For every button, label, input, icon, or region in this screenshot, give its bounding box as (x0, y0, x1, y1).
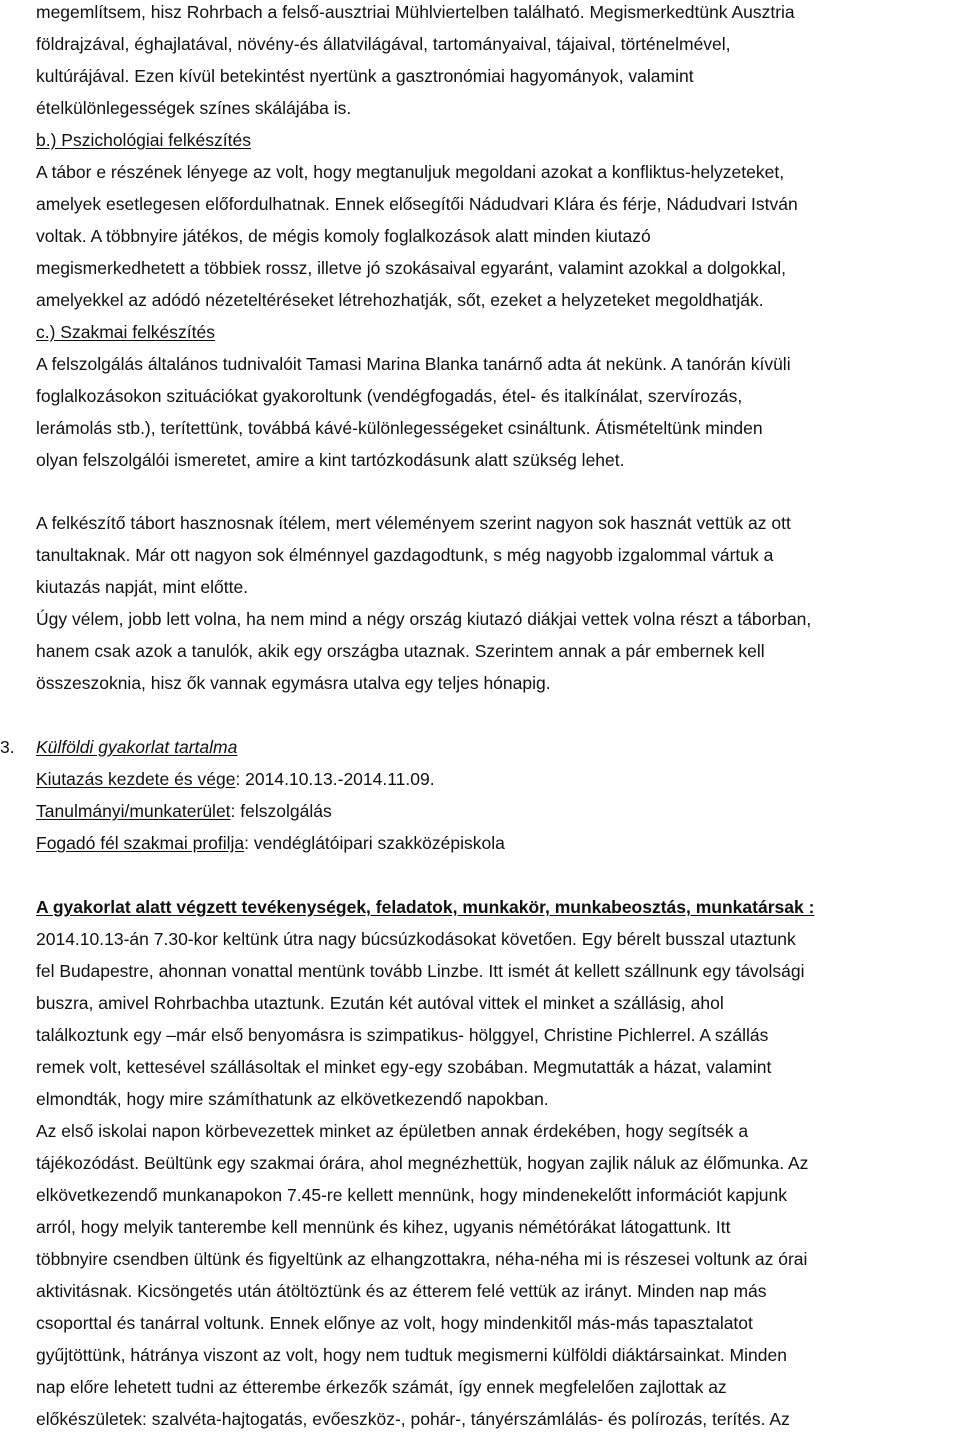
section-title: Külföldi gyakorlat tartalma (36, 737, 238, 757)
field-separator: : (230, 801, 236, 821)
field-value: felszolgálás (235, 801, 332, 821)
paragraph-line: voltak. A többnyire játékos, de mégis komoly foglalkozások alatt minden kiutazó (36, 226, 651, 246)
paragraph-line: összeszoknia, hisz ők vannak egymásra utalva egy teljes hónapig. (36, 673, 551, 693)
paragraph-line: többnyire csendben ültünk és figyeltünk az elhangzottakra, néha-néha mi is részesei voltunk az órai (36, 1249, 808, 1269)
paragraph-line: gyűjtöttünk, hátránya viszont az volt, hogy nem tudtuk megismerni külföldi diáktársainkat. Minden (36, 1345, 787, 1365)
paragraph-line: Az első iskolai napon körbevezettek minket az épületben annak érdekében, hogy segítsék a (36, 1121, 749, 1141)
section-number: 3. (0, 737, 15, 757)
intro-line: földrajzával, éghajlatával, növény-és állatvilágával, tartományaival, tájaival, történelmével, (36, 34, 731, 54)
paragraph-line: elkövetkezendő munkanapokon 7.45-re kellett mennünk, hogy mindenekelőtt információt kapjunk (36, 1185, 788, 1205)
paragraph-line: A felszolgálás általános tudnivalóit Tamasi Marina Blanka tanárnő adta át nekünk. A tanórán kívüli (36, 354, 791, 374)
field-row (36, 763, 435, 795)
paragraph-line: fel Budapestre, ahonnan vonattal mentünk tovább Linzbe. Itt ismét át kellett szállnunk egy távolsági (36, 961, 805, 981)
paragraph-line: A felkészítő tábort hasznosnak ítélem, mert véleményem szerint nagyon sok hasznát vettük az ott (36, 513, 791, 533)
field-label: Tanulmányi/munkaterület (36, 801, 231, 821)
paragraph-line: aktivitásnak. Kicsöngetés után átöltöztünk és az étterem felé vettük az irányt. Minden nap más (36, 1281, 767, 1301)
paragraph-line: tájékozódást. Beültünk egy szakmai órára, ahol megnézhettük, hogyan zajlik náluk az élőmunka. Az (36, 1153, 809, 1173)
paragraph-line: találkoztunk egy –már első benyomásra is szimpatikus- hölggyel, Christine Pichlerrel. A szállás (36, 1025, 769, 1045)
field-label: Kiutazás kezdete és vége (36, 769, 236, 789)
paragraph-line: tanultaknak. Már ott nagyon sok élménnyel gazdagodtunk, s még nagyobb izgalommal vártuk a (36, 545, 774, 565)
field-row (36, 795, 332, 827)
paragraph-line: hanem csak azok a tanulók, akik egy országba utaznak. Szerintem annak a pár embernek kell (36, 641, 765, 661)
paragraph-line: amelyek esetlegesen előfordulhatnak. Ennek elősegítői Nádudvari Klára és férje, Nádudvari István (36, 194, 798, 214)
paragraph-line: foglalkozásokon szituációkat gyakoroltunk (vendégfogadás, étel- és italkínálat, szervírozás, (36, 386, 743, 406)
field-row (36, 827, 505, 859)
intro-line: kultúrájával. Ezen kívül betekintést nyertünk a gasztronómiai hagyományok, valamint (36, 66, 694, 86)
section-3-heading (0, 731, 238, 763)
paragraph-line: buszra, amivel Rohrbachba utaztunk. Ezután két autóval vittek el minket a szállásig, ahol (36, 993, 724, 1013)
paragraph-line: A tábor e részének lényege az volt, hogy megtanuljuk megoldani azokat a konfliktus-helyzeteket, (36, 162, 785, 182)
paragraph-line: megismerkedhetett a többiek rossz, illetve jó szokásaival egyaránt, valamint azokkal a dolgokkal, (36, 258, 786, 278)
section-c-heading: c.) Szakmai felkészítés (36, 322, 215, 342)
paragraph-line: remek volt, kettesével szállásoltak el minket egy-egy szobában. Megmutatták a házat, valamint (36, 1057, 772, 1077)
field-label: Fogadó fél szakmai profilja (36, 833, 245, 853)
paragraph-line: kiutazás napját, mint előtte. (36, 577, 249, 597)
field-separator: : (235, 769, 241, 789)
field-separator: : (244, 833, 250, 853)
paragraph-line: arról, hogy melyik tanterembe kell mennünk és kihez, ugyanis némétórákat látogattunk. Itt (36, 1217, 731, 1237)
paragraph-line: nap előre lehetett tudni az étterembe érkezők számát, így ennek megfelelően zajlottak az (36, 1377, 727, 1397)
paragraph-line: előkészületek: szalvéta-hajtogatás, evőeszköz-, pohár-, tányérszámlálás- és polírozás, terítés. Az (36, 1409, 790, 1429)
activities-heading: A gyakorlat alatt végzett tevékenységek, feladatok, munkakör, munkabeosztás, munkatársak : (36, 897, 815, 917)
paragraph-line: Úgy vélem, jobb lett volna, ha nem mind a négy ország kiutazó diákjai vettek volna részt a táborban, (36, 609, 812, 629)
paragraph-line: olyan felszolgálói ismeretet, amire a kint tartózkodásunk alatt szükség lehet. (36, 450, 625, 470)
section-b-heading: b.) Pszichológiai felkészítés (36, 130, 251, 150)
paragraph-line: lerámolás stb.), terítettünk, továbbá kávé-különlegességeket csináltunk. Átismételtünk minden (36, 418, 763, 438)
paragraph-line: amelyekkel az adódó nézeteltéréseket létrehozhatják, sőt, ezeket a helyzeteket megoldhatják. (36, 290, 764, 310)
intro-line: ételkülönlegességek színes skálájába is. (36, 98, 352, 118)
paragraph-line: csoporttal és tanárral voltunk. Ennek előnye az volt, hogy mindenkitől más-más tapasztalatot (36, 1313, 753, 1333)
intro-line: megemlítsem, hisz Rohrbach a felső-ausztriai Mühlviertelben található. Megismerkedtünk Ausztria (36, 2, 795, 22)
field-value: vendéglátóipari szakközépiskola (249, 833, 505, 853)
field-value: 2014.10.13.-2014.11.09. (240, 769, 435, 789)
paragraph-line: elmondták, hogy mire számíthatunk az elkövetkezendő napokban. (36, 1089, 549, 1109)
paragraph-line: 2014.10.13-án 7.30-kor keltünk útra nagy búcsúzkodásokat követően. Egy bérelt busszal utaztunk (36, 929, 796, 949)
